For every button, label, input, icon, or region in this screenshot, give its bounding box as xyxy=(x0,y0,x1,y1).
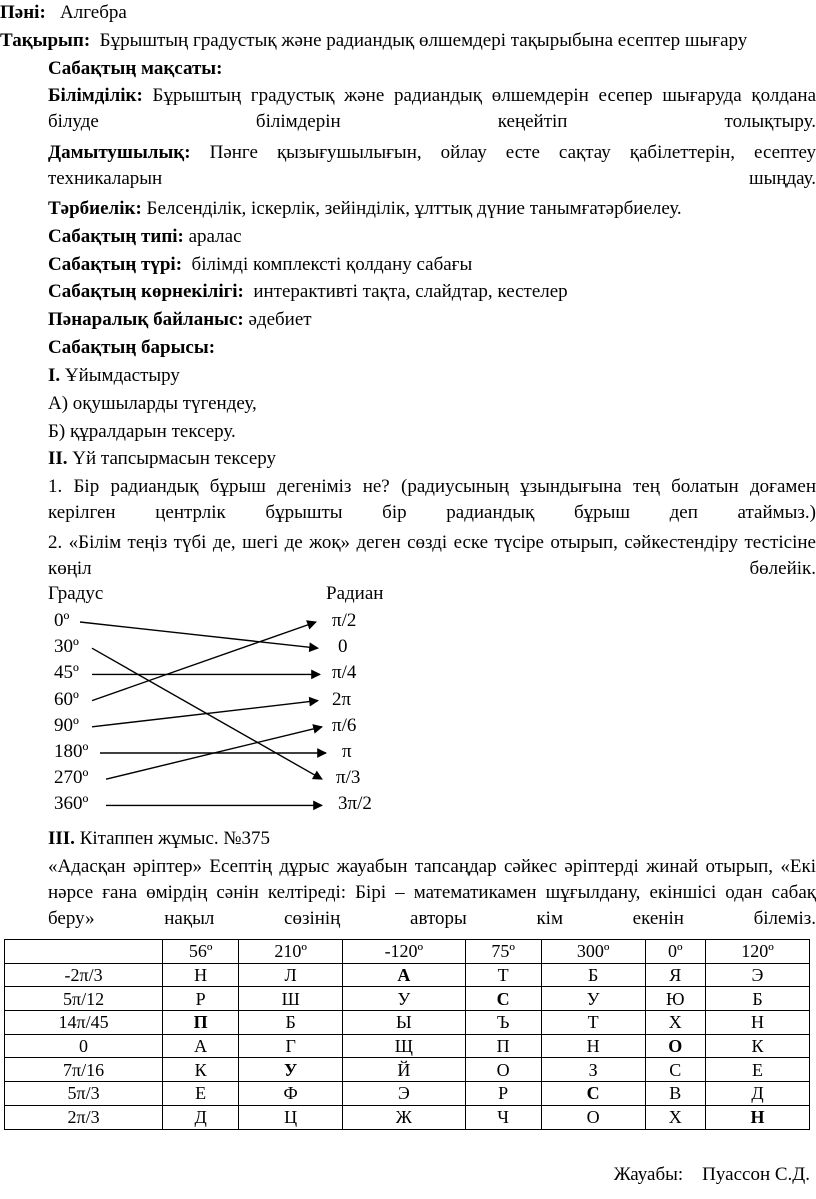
row-label-cell: 2π/3 xyxy=(5,1105,163,1129)
subject-value: Алгебра xyxy=(60,2,127,23)
row-label-cell: 5π/12 xyxy=(5,987,163,1011)
letter-cell: Щ xyxy=(343,1034,465,1058)
letter-cell: У xyxy=(239,1058,343,1082)
letter-cell: Н xyxy=(541,1034,645,1058)
table-header-cell: 0º xyxy=(645,940,705,964)
letter-cell: П xyxy=(163,1011,239,1035)
developmental-label: Дамытушылық: xyxy=(48,142,191,163)
table-row xyxy=(5,1034,810,1058)
degree-item: 60º xyxy=(54,688,79,710)
letter-cell: О xyxy=(541,1105,645,1129)
letter-cell: А xyxy=(163,1034,239,1058)
table-row xyxy=(5,1011,810,1035)
lesson-kind-value: білімді комплексті қолдану сабағы xyxy=(191,254,473,275)
table-row xyxy=(5,1082,810,1106)
table-header-cell: 75º xyxy=(465,940,541,964)
letter-cell: Е xyxy=(163,1082,239,1106)
letter-cell: Б xyxy=(705,987,809,1011)
radian-header: Радиан xyxy=(326,583,384,604)
letter-cell: Ц xyxy=(239,1105,343,1129)
letter-cell: П xyxy=(465,1034,541,1058)
letter-cell: О xyxy=(465,1058,541,1082)
radian-item: 2π xyxy=(332,688,352,710)
letter-cell: Л xyxy=(239,963,343,987)
topic-value: Бұрыштың градустық және радиандық өлшемдері тақырыбына есептер шығару xyxy=(99,30,748,51)
letter-cell: Х xyxy=(645,1011,705,1035)
stage1-title: Ұйымдастыру xyxy=(64,365,180,386)
letter-cell: С xyxy=(645,1058,705,1082)
interdisciplinary-label: Пәнаралық байланыс: xyxy=(48,309,244,330)
letter-cell: Т xyxy=(465,963,541,987)
radian-item: π/3 xyxy=(336,767,361,789)
letter-cell: Э xyxy=(343,1082,465,1106)
row-label-cell: 14π/45 xyxy=(5,1011,163,1035)
stage2-num: II. xyxy=(48,448,68,469)
letter-cell: Ч xyxy=(465,1105,541,1129)
developmental-value: Пәнге қызығушылығын, ойлау есте сақтау қабілеттерін, есептеу техникаларын шыңдау. xyxy=(48,142,816,189)
degree-item: 0º xyxy=(54,610,70,631)
letter-cell: Ъ xyxy=(465,1011,541,1035)
matching-arrow xyxy=(92,622,316,701)
row-label-cell: 7π/16 xyxy=(5,1058,163,1082)
table-row xyxy=(5,1105,810,1129)
letter-cell: Д xyxy=(163,1105,239,1129)
table-header-cell: 120º xyxy=(705,940,809,964)
stage2-title: Үй тапсырмасын тексеру xyxy=(72,448,277,469)
letter-cell: Ш xyxy=(239,987,343,1011)
table-header-cell: 210º xyxy=(239,940,343,964)
letter-cell: Ж xyxy=(343,1105,465,1129)
stage1-b: Б) құралдарын тексеру. xyxy=(48,421,236,442)
educational-value: Бұрыштың градустық және радиандық өлшемдерін есепер шығаруда қолдана білуде білімдерін кеңейтіп толықтыру. xyxy=(48,85,816,132)
row-label-cell: 0 xyxy=(5,1034,163,1058)
degree-item: 180º xyxy=(54,741,89,762)
letter-cell: Э xyxy=(705,963,809,987)
answer-line xyxy=(614,1164,810,1186)
degree-item: 45º xyxy=(54,662,79,684)
letter-cell: Р xyxy=(465,1082,541,1106)
upbringing-label: Тәрбиелік: xyxy=(48,198,142,219)
table-header-row xyxy=(5,940,810,964)
letter-cell: Д xyxy=(705,1082,809,1106)
table-row xyxy=(5,1058,810,1082)
letter-cell: Х xyxy=(645,1105,705,1129)
task3-paragraph: «Адасқан әріптер» Есептің дұрыс жауабын тапсаңдар сәйкес әріптерді жинай отырып, «Екі нәрсе ғана өмірдің сәнін келтіреді: Бірі – математикамен шұғылдану, екіншісі одан сабақ беру» нақыл сөзінің авторы кім екенін білеміз. xyxy=(48,856,816,929)
answer-label: Жауабы: xyxy=(613,1164,684,1185)
table-header-cell xyxy=(5,940,163,964)
stage3-num: III. xyxy=(48,828,75,849)
letter-cell: О xyxy=(645,1034,705,1058)
letter-cell: Б xyxy=(541,963,645,987)
educational-label: Білімділік: xyxy=(48,85,143,106)
degree-item: 360º xyxy=(54,793,89,815)
letter-cell: Е xyxy=(705,1058,809,1082)
radian-item: π xyxy=(342,741,352,762)
stage1-num: I. xyxy=(48,365,61,386)
letter-cell: Ф xyxy=(239,1082,343,1106)
letter-cell: У xyxy=(541,987,645,1011)
lesson-type-label: Сабақтың типі: xyxy=(48,226,184,247)
letter-cell: К xyxy=(163,1058,239,1082)
radian-item: π/2 xyxy=(332,610,357,631)
table-row xyxy=(5,963,810,987)
radian-item: π/4 xyxy=(332,662,357,684)
degree-item: 270º xyxy=(54,767,89,789)
letter-cell: Й xyxy=(343,1058,465,1082)
table-header-cell: 300º xyxy=(541,940,645,964)
row-label-cell: 5π/3 xyxy=(5,1082,163,1106)
degree-item: 90º xyxy=(54,714,79,736)
letter-cell: Т xyxy=(541,1011,645,1035)
question-2: 2. «Білім теңіз түбі де, шегі де жоқ» деген сөзді еске түсіре отырып, сәйкестендіру тестісіне көңіл бөлейік. xyxy=(48,532,816,579)
question-1: 1. Бір радиандық бұрыш дегеніміз не? (радиусының ұзындығына тең болатын доғамен керілген центрлік бұрышты бір радиандық бұрыш деп атаймыз.) xyxy=(48,476,816,523)
table-header-cell: 56º xyxy=(163,940,239,964)
letter-cell: Н xyxy=(705,1011,809,1035)
letter-cell: К xyxy=(705,1034,809,1058)
row-label-cell: -2π/3 xyxy=(5,963,163,987)
radian-item: 0 xyxy=(338,636,348,658)
answer-value: Пуассон С.Д. xyxy=(702,1164,810,1185)
letter-cell: А xyxy=(343,963,465,987)
visual-aids-value: интерактивті тақта, слайдтар, кестелер xyxy=(253,281,568,302)
topic-label: Тақырып: xyxy=(0,30,91,51)
progress-heading: Сабақтың барысы: xyxy=(48,337,216,358)
subject-label: Пәні: xyxy=(0,2,46,23)
radian-item: 3π/2 xyxy=(338,793,372,815)
letters-table xyxy=(4,939,810,1130)
matching-arrow xyxy=(80,622,318,648)
table-header-cell: -120º xyxy=(343,940,465,964)
letter-cell: Н xyxy=(705,1105,809,1129)
visual-aids-label: Сабақтың көрнекілігі: xyxy=(48,281,244,302)
degree-item: 30º xyxy=(54,636,79,658)
stage3-line xyxy=(0,826,816,852)
letter-cell: Я xyxy=(645,963,705,987)
radian-item: π/6 xyxy=(332,714,357,736)
degree-header: Градус xyxy=(48,583,104,604)
stage3-title: Кітаппен жұмыс. №375 xyxy=(79,828,271,849)
letter-cell: Ю xyxy=(645,987,705,1011)
letter-cell: З xyxy=(541,1058,645,1082)
letter-cell: С xyxy=(541,1082,645,1106)
stage1-a: А) оқушыларды түгендеу, xyxy=(48,393,257,414)
letter-cell: Б xyxy=(239,1011,343,1035)
letter-cell: Г xyxy=(239,1034,343,1058)
lesson-type-value: аралас xyxy=(188,226,242,247)
letter-cell: У xyxy=(343,987,465,1011)
table-row xyxy=(5,987,810,1011)
aims-heading: Сабақтың мақсаты: xyxy=(48,58,223,79)
letter-cell: В xyxy=(645,1082,705,1106)
interdisciplinary-value: әдебиет xyxy=(248,309,312,330)
letter-cell: С xyxy=(465,987,541,1011)
letter-cell: Р xyxy=(163,987,239,1011)
lesson-kind-label: Сабақтың түрі: xyxy=(48,254,183,275)
matching-arrows xyxy=(80,622,326,805)
upbringing-value: Белсенділік, іскерлік, зейінділік, ұлттық дүние танымғатәрбиелеу. xyxy=(146,198,682,219)
matching-arrow xyxy=(92,701,318,727)
letter-cell: Н xyxy=(163,963,239,987)
letter-cell: Ы xyxy=(343,1011,465,1035)
